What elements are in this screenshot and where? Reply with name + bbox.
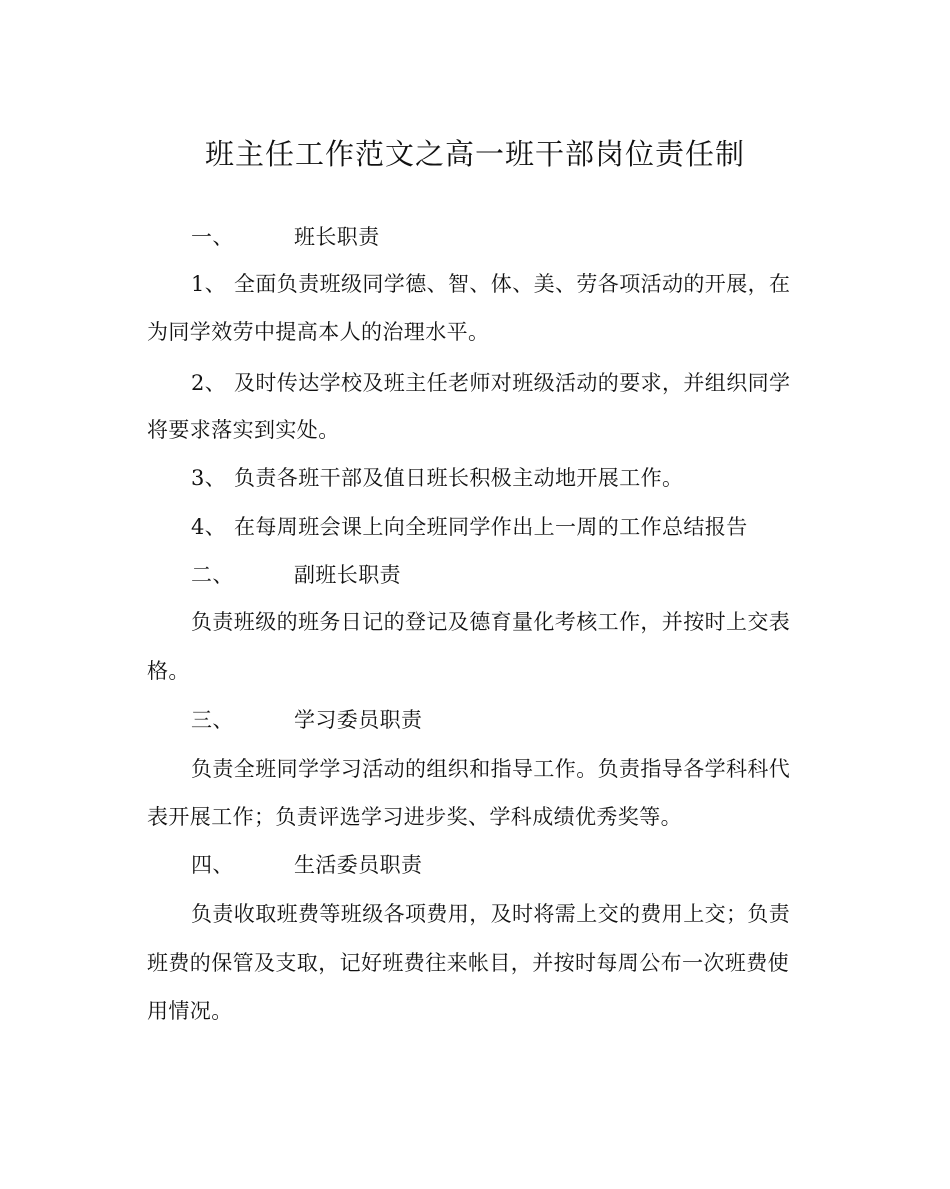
item-text: 全面负责班级同学德、智、体、美、劳各项活动的开展，在 [234, 272, 791, 296]
paragraph-2-line-1: 负责班级的班务日记的登记及德育量化考核工作，并按时上交表 [191, 610, 791, 634]
list-item-2-continuation: 将要求落实到实处。 [147, 418, 340, 442]
paragraph-3-line-2: 表开展工作；负责评选学习进步奖、学科成绩优秀奖等。 [147, 805, 682, 829]
item-number: 3、 [191, 466, 227, 490]
section-marker: 二、 [191, 563, 234, 587]
section-title: 班长职责 [294, 225, 380, 249]
item-number: 4、 [191, 515, 227, 539]
section-heading-4 [191, 850, 422, 880]
paragraph-3-line-1: 负责全班同学学习活动的组织和指导工作。负责指导各学科科代 [191, 757, 791, 781]
section-title: 副班长职责 [294, 563, 401, 587]
section-heading-2 [191, 560, 401, 590]
section-heading-1 [191, 222, 380, 252]
paragraph-4-line-2: 班费的保管及支取，记好班费往来帐目，并按时每周公布一次班费使 [147, 951, 789, 975]
section-title: 学习委员职责 [294, 708, 423, 732]
section-marker: 三、 [191, 708, 234, 732]
item-text: 负责各班干部及值日班长积极主动地开展工作。 [234, 466, 684, 490]
list-item-2 [191, 368, 790, 398]
section-marker: 四、 [191, 853, 234, 877]
section-marker: 一、 [191, 225, 234, 249]
paragraph-4-line-1: 负责收取班费等班级各项费用，及时将需上交的费用上交；负责 [191, 902, 791, 926]
section-heading-3 [191, 705, 422, 735]
list-item-3 [191, 463, 683, 493]
item-number: 2、 [191, 371, 227, 395]
item-text: 在每周班会课上向全班同学作出上一周的工作总结报告 [234, 515, 748, 539]
item-number: 1、 [191, 272, 227, 296]
list-item-4 [191, 512, 748, 542]
item-text: 及时传达学校及班主任老师对班级活动的要求，并组织同学 [234, 371, 791, 395]
list-item-1-continuation: 为同学效劳中提高本人的治理水平。 [147, 320, 490, 344]
document-title: 班主任工作范文之高一班干部岗位责任制 [204, 137, 745, 171]
list-item-1 [191, 269, 790, 299]
paragraph-2-line-2: 格。 [147, 659, 190, 683]
paragraph-4-line-3: 用情况。 [147, 999, 233, 1023]
section-title: 生活委员职责 [294, 853, 423, 877]
